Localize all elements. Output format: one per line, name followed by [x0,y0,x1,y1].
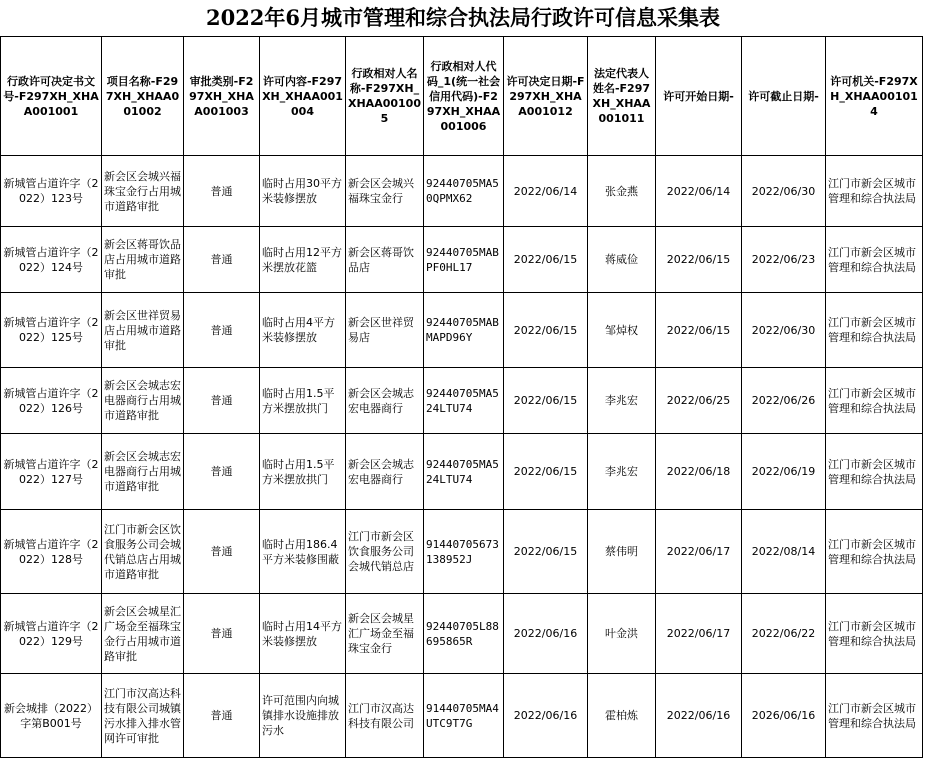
header-cell: 行政相对人代码_1(统一社会信用代码)-F297XH_XHAA001006 [424,37,504,156]
decision-date-cell: 2022/06/15 [504,510,588,594]
end-date-cell: 2026/06/16 [742,674,826,758]
authority-cell: 江门市新会区城市管理和综合执法局 [826,156,923,227]
table-row [1,510,923,594]
decision-date-cell: 2022/06/14 [504,156,588,227]
table-row [1,227,923,293]
approval-type-cell: 普通 [184,594,260,674]
decision-date-cell: 2022/06/16 [504,674,588,758]
project-name-cell: 新会区蒋哥饮品店占用城市道路审批 [102,227,184,293]
start-date-cell: 2022/06/16 [656,674,742,758]
header-cell: 行政许可决定书文号-F297XH_XHAA001001 [1,37,102,156]
end-date-cell: 2022/08/14 [742,510,826,594]
approval-type-cell: 普通 [184,368,260,434]
counterparty-name-cell: 新会区会城星汇广场金至福珠宝金行 [346,594,424,674]
legal-rep-cell: 李兆宏 [588,368,656,434]
start-date-cell: 2022/06/18 [656,434,742,510]
header-cell: 审批类别-F297XH_XHAA001003 [184,37,260,156]
project-name-cell: 新会区会城志宏电器商行占用城市道路审批 [102,434,184,510]
end-date-cell: 2022/06/22 [742,594,826,674]
credit-code-cell: 91440705673138952J [424,510,504,594]
authority-cell: 江门市新会区城市管理和综合执法局 [826,510,923,594]
decision-number-cell: 新城管占道许字（2022）125号 [1,293,102,368]
header-cell: 法定代表人姓名-F297XH_XHAA001011 [588,37,656,156]
header-cell: 许可开始日期- [656,37,742,156]
permit-content-cell: 临时占用186.4平方米装修围蔽 [260,510,346,594]
decision-number-cell: 新城管占道许字（2022）123号 [1,156,102,227]
decision-date-cell: 2022/06/15 [504,227,588,293]
header-cell: 许可截止日期- [742,37,826,156]
start-date-cell: 2022/06/25 [656,368,742,434]
permit-content-cell: 临时占用1.5平方米摆放拱门 [260,368,346,434]
start-date-cell: 2022/06/15 [656,293,742,368]
approval-type-cell: 普通 [184,293,260,368]
approval-type-cell: 普通 [184,227,260,293]
table-row [1,434,923,510]
header-row [1,37,923,156]
approval-type-cell: 普通 [184,510,260,594]
permit-content-cell: 许可范围内向城镇排水设施排放污水 [260,674,346,758]
header-cell: 项目名称-F297XH_XHAA001002 [102,37,184,156]
page-title: 2022年6月城市管理和综合执法局行政许可信息采集表 [205,5,721,30]
counterparty-name-cell: 新会区蒋哥饮品店 [346,227,424,293]
legal-rep-cell: 蒋威俭 [588,227,656,293]
legal-rep-cell: 叶金洪 [588,594,656,674]
approval-type-cell: 普通 [184,434,260,510]
decision-number-cell: 新城管占道许字（2022）129号 [1,594,102,674]
end-date-cell: 2022/06/30 [742,293,826,368]
decision-date-cell: 2022/06/15 [504,368,588,434]
project-name-cell: 新会区会城志宏电器商行占用城市道路审批 [102,368,184,434]
project-name-cell: 新会区会城星汇广场金至福珠宝金行占用城市道路审批 [102,594,184,674]
authority-cell: 江门市新会区城市管理和综合执法局 [826,674,923,758]
end-date-cell: 2022/06/23 [742,227,826,293]
start-date-cell: 2022/06/17 [656,510,742,594]
credit-code-cell: 92440705MA50QPMX62 [424,156,504,227]
decision-number-cell: 新城管占道许字（2022）126号 [1,368,102,434]
credit-code-cell: 91440705MA4UTC9T7G [424,674,504,758]
table-row [1,293,923,368]
header-cell: 许可决定日期-F297XH_XHAA001012 [504,37,588,156]
authority-cell: 江门市新会区城市管理和综合执法局 [826,368,923,434]
decision-number-cell: 新城管占道许字（2022）128号 [1,510,102,594]
legal-rep-cell: 蔡伟明 [588,510,656,594]
counterparty-name-cell: 江门市汉高达科技有限公司 [346,674,424,758]
permit-content-cell: 临时占用4平方米装修摆放 [260,293,346,368]
decision-date-cell: 2022/06/15 [504,434,588,510]
table-row [1,674,923,758]
approval-type-cell: 普通 [184,674,260,758]
counterparty-name-cell: 新会区会城志宏电器商行 [346,434,424,510]
authority-cell: 江门市新会区城市管理和综合执法局 [826,293,923,368]
project-name-cell: 新会区世祥贸易店占用城市道路审批 [102,293,184,368]
header-cell: 许可内容-F297XH_XHAA001004 [260,37,346,156]
decision-number-cell: 新会城排（2022）字第B001号 [1,674,102,758]
authority-cell: 江门市新会区城市管理和综合执法局 [826,594,923,674]
credit-code-cell: 92440705MA524LTU74 [424,434,504,510]
authority-cell: 江门市新会区城市管理和综合执法局 [826,227,923,293]
permit-content-cell: 临时占用30平方米装修摆放 [260,156,346,227]
counterparty-name-cell: 新会区世祥贸易店 [346,293,424,368]
start-date-cell: 2022/06/14 [656,156,742,227]
legal-rep-cell: 邹焯权 [588,293,656,368]
permit-content-cell: 临时占用1.5平方米摆放拱门 [260,434,346,510]
permit-table [0,36,923,758]
credit-code-cell: 92440705L88695865R [424,594,504,674]
approval-type-cell: 普通 [184,156,260,227]
credit-code-cell: 92440705MABPF0HL17 [424,227,504,293]
start-date-cell: 2022/06/17 [656,594,742,674]
legal-rep-cell: 霍柏炼 [588,674,656,758]
decision-date-cell: 2022/06/16 [504,594,588,674]
header-cell: 许可机关-F297XH_XHAA001014 [826,37,923,156]
credit-code-cell: 92440705MABMAPD96Y [424,293,504,368]
table-row [1,594,923,674]
permit-content-cell: 临时占用12平方米摆放花篮 [260,227,346,293]
counterparty-name-cell: 新会区会城志宏电器商行 [346,368,424,434]
counterparty-name-cell: 新会区会城兴福珠宝金行 [346,156,424,227]
credit-code-cell: 92440705MA524LTU74 [424,368,504,434]
project-name-cell: 江门市新会区饮食服务公司会城代销总店占用城市道路审批 [102,510,184,594]
table-row [1,156,923,227]
header-cell: 行政相对人名称-F297XH_XHAA001005 [346,37,424,156]
start-date-cell: 2022/06/15 [656,227,742,293]
decision-number-cell: 新城管占道许字（2022）124号 [1,227,102,293]
decision-number-cell: 新城管占道许字（2022）127号 [1,434,102,510]
decision-date-cell: 2022/06/15 [504,293,588,368]
authority-cell: 江门市新会区城市管理和综合执法局 [826,434,923,510]
legal-rep-cell: 张金燕 [588,156,656,227]
project-name-cell: 江门市汉高达科技有限公司城镇污水排入排水管网许可审批 [102,674,184,758]
project-name-cell: 新会区会城兴福珠宝金行占用城市道路审批 [102,156,184,227]
permit-content-cell: 临时占用14平方米装修摆放 [260,594,346,674]
end-date-cell: 2022/06/26 [742,368,826,434]
legal-rep-cell: 李兆宏 [588,434,656,510]
end-date-cell: 2022/06/19 [742,434,826,510]
counterparty-name-cell: 江门市新会区饮食服务公司会城代销总店 [346,510,424,594]
end-date-cell: 2022/06/30 [742,156,826,227]
table-row [1,368,923,434]
